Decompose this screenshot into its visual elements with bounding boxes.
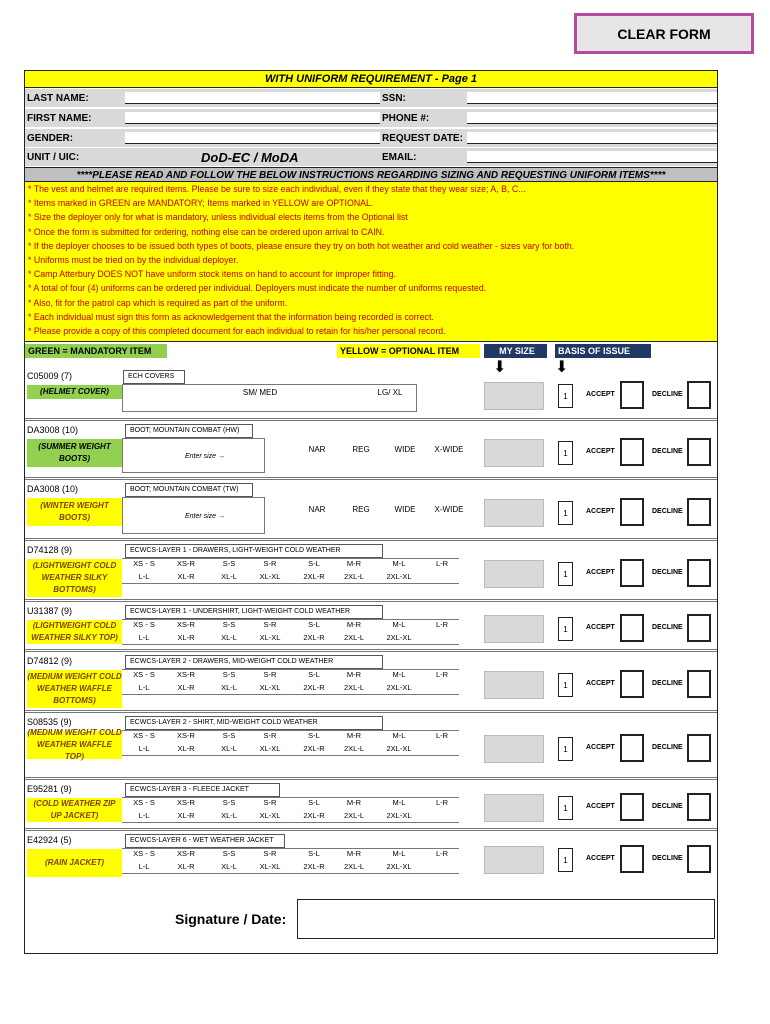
item-code: D74812 (9) — [27, 656, 73, 666]
width-option[interactable]: REG — [352, 445, 370, 454]
instruction-line: * Each individual must sign this form as acknowledgement that the information being recorded is correct. — [28, 311, 434, 322]
header-row-3 — [25, 129, 717, 148]
basis-quantity: 1 — [558, 737, 573, 761]
size-option[interactable]: XS - S — [133, 849, 155, 858]
accept-checkbox[interactable] — [620, 734, 644, 762]
size-option[interactable]: M-L — [392, 559, 406, 568]
signature-label: Signature / Date: — [175, 911, 287, 927]
row-separator — [25, 538, 717, 541]
item-badge: (SUMMER WEIGHT BOOTS) — [27, 439, 122, 467]
enter-size-hint: Enter size → — [184, 513, 226, 520]
width-option[interactable]: NAR — [308, 445, 326, 454]
size-option[interactable]: XS-R — [177, 849, 195, 858]
size-option[interactable]: XL-R — [177, 862, 195, 871]
size-option[interactable]: XL-XL — [259, 572, 281, 581]
instruction-line: * Camp Atterbury DOES NOT have uniform stock items on hand to account for improper fitting. — [28, 269, 397, 280]
size-option[interactable]: S-S — [222, 731, 236, 740]
size-option[interactable]: M-R — [346, 731, 362, 740]
size-option[interactable]: XL-R — [177, 811, 195, 820]
size-option[interactable]: XL-R — [177, 633, 195, 642]
item-row — [25, 370, 717, 422]
size-option[interactable]: XL-XL — [259, 683, 281, 692]
item-badge: (MEDIUM WEIGHT COLD WEATHER WAFFLE BOTTOMS) — [27, 670, 122, 708]
item-description: BOOT; MOUNTAIN COMBAT (TW) — [125, 483, 253, 497]
size-grid — [122, 730, 459, 756]
item-row — [25, 424, 717, 481]
instruction-line: * The vest and helmet are required items. Please be sure to size each individual, even if they state that they wear size; A, B, C... — [28, 184, 526, 194]
accept-checkbox[interactable] — [620, 381, 644, 409]
size-grid — [122, 848, 459, 874]
header-row-4 — [25, 148, 717, 167]
row-separator — [25, 599, 717, 602]
accept-label: ACCEPT — [586, 803, 615, 810]
accept-label: ACCEPT — [586, 744, 615, 751]
size-option[interactable]: L-R — [435, 849, 449, 858]
instructions-heading: ****PLEASE READ AND FOLLOW THE BELOW INSTRUCTIONS REGARDING SIZING AND REQUESTING UNIFORM ITEMS**** — [25, 167, 717, 182]
size-option[interactable]: 2XL-R — [303, 633, 325, 642]
width-option[interactable]: WIDE — [394, 505, 416, 514]
size-option[interactable]: 2XL-XL — [386, 572, 412, 581]
size-option[interactable]: L-R — [435, 559, 449, 568]
item-description: ECWCS-LAYER 3 - FLEECE JACKET — [125, 783, 280, 797]
size-option[interactable]: L-L — [138, 862, 150, 871]
instruction-line: * Items marked in GREEN are MANDATORY; Items marked in YELLOW are OPTIONAL. — [28, 198, 374, 209]
size-grid — [122, 558, 459, 584]
item-badge: (LIGHTWEIGHT COLD WEATHER SILKY BOTTOMS) — [27, 559, 122, 597]
accept-checkbox[interactable] — [620, 614, 644, 642]
width-option[interactable]: REG — [352, 505, 370, 514]
instruction-line: * Please provide a copy of this completed document for each individual to retain for his/her personal record. — [28, 326, 446, 337]
size-option[interactable]: 2XL-XL — [386, 811, 412, 820]
instruction-line: * Once the form is submitted for ordering, nothing else can be ordered upon arrival to CAIN. — [28, 226, 385, 237]
item-badge: (COLD WEATHER ZIP UP JACKET) — [27, 798, 122, 822]
decline-label: DECLINE — [652, 624, 683, 631]
row-separator — [25, 777, 717, 780]
last-name-label: LAST NAME: — [27, 93, 89, 104]
legend-yellow: YELLOW = OPTIONAL ITEM — [337, 344, 480, 358]
item-description: BOOT; MOUNTAIN COMBAT (HW) — [125, 424, 253, 438]
legend-green: GREEN = MANDATORY ITEM — [25, 344, 167, 358]
accept-checkbox[interactable] — [620, 845, 644, 873]
size-option[interactable]: 2XL-R — [303, 683, 325, 692]
size-option[interactable]: 2XL-XL — [386, 633, 412, 642]
decline-checkbox[interactable] — [687, 614, 711, 642]
ssn-field[interactable] — [467, 92, 717, 104]
item-row — [25, 834, 717, 886]
size-option[interactable]: XS - S — [133, 620, 155, 629]
row-separator — [25, 649, 717, 652]
size-option[interactable]: XS-R — [177, 670, 195, 679]
accept-label: ACCEPT — [586, 448, 615, 455]
item-row — [25, 716, 717, 781]
request-date-label: REQUEST DATE: — [382, 133, 463, 144]
size-option[interactable]: XS-R — [177, 559, 195, 568]
accept-checkbox[interactable] — [620, 793, 644, 821]
basis-quantity: 1 — [558, 384, 573, 408]
size-option[interactable]: 2XL-XL — [386, 862, 412, 871]
accept-label: ACCEPT — [586, 855, 615, 862]
decline-label: DECLINE — [652, 391, 683, 398]
basis-quantity: 1 — [558, 796, 573, 820]
size-option[interactable]: XL-R — [177, 683, 195, 692]
accept-checkbox[interactable] — [620, 438, 644, 466]
my-size-field[interactable] — [484, 735, 544, 763]
size-option[interactable]: 2XL-R — [303, 572, 325, 581]
my-size-field[interactable] — [484, 560, 544, 588]
row-separator — [25, 418, 717, 421]
size-option[interactable]: S-R — [263, 731, 277, 740]
size-option[interactable]: L-L — [138, 744, 150, 753]
decline-label: DECLINE — [652, 448, 683, 455]
size-option[interactable]: XL-XL — [259, 811, 281, 820]
item-row — [25, 655, 717, 714]
size-option[interactable]: S-S — [222, 559, 236, 568]
size-option[interactable]: S-L — [308, 670, 320, 679]
item-description: ECWCS-LAYER 2 - DRAWERS, MID-WEIGHT COLD WEATHER — [125, 655, 383, 669]
size-option[interactable]: XL-L — [221, 633, 237, 642]
width-option[interactable]: X-WIDE — [434, 445, 464, 454]
item-description: ECWCS-LAYER 1 - DRAWERS, LIGHT-WEIGHT COLD WEATHER — [125, 544, 383, 558]
size-option[interactable]: S-S — [222, 849, 236, 858]
row-separator — [25, 828, 717, 831]
size-option[interactable]: L-L — [138, 572, 150, 581]
item-row — [25, 605, 717, 653]
size-option[interactable]: M-L — [392, 731, 406, 740]
size-option[interactable]: XL-R — [177, 744, 195, 753]
size-grid — [122, 619, 459, 645]
size-option[interactable]: 2XL-R — [303, 744, 325, 753]
size-option[interactable]: M-R — [346, 670, 362, 679]
accept-label: ACCEPT — [586, 569, 615, 576]
instruction-line: * If the deployer chooses to be issued both types of boots, please ensure they try on both hot weather and cold weather - sizes vary for both. — [28, 240, 575, 251]
size-option[interactable]: SM/ MED — [242, 388, 278, 397]
item-description: ECWCS-LAYER 6 - WET WEATHER JACKET — [125, 834, 285, 848]
decline-label: DECLINE — [652, 855, 683, 862]
size-grid — [122, 669, 459, 695]
decline-label: DECLINE — [652, 508, 683, 515]
item-badge: (WINTER WEIGHT BOOTS) — [27, 498, 122, 526]
last-name-field[interactable] — [125, 92, 380, 104]
item-row — [25, 544, 717, 603]
header-row-1 — [25, 89, 717, 108]
clear-form-button[interactable]: CLEAR FORM — [574, 13, 754, 54]
size-option[interactable]: M-L — [392, 849, 406, 858]
accept-label: ACCEPT — [586, 508, 615, 515]
size-option[interactable]: XS - S — [133, 798, 155, 807]
my-size-field[interactable] — [484, 382, 544, 410]
decline-checkbox[interactable] — [687, 381, 711, 409]
size-option[interactable]: XL-XL — [259, 633, 281, 642]
row-separator — [25, 710, 717, 713]
size-box — [122, 438, 265, 473]
my-size-field[interactable] — [484, 615, 544, 643]
size-option[interactable]: 2XL-L — [343, 811, 364, 820]
width-option[interactable]: NAR — [308, 505, 326, 514]
request-date-field[interactable] — [467, 132, 717, 144]
size-option[interactable]: M-R — [346, 798, 362, 807]
size-option[interactable]: M-R — [346, 620, 362, 629]
size-option[interactable]: XS-R — [177, 731, 195, 740]
size-option[interactable]: XL-R — [177, 572, 195, 581]
phone-label: PHONE #: — [382, 113, 430, 124]
size-option[interactable]: XL-L — [221, 862, 237, 871]
size-option[interactable]: S-L — [308, 559, 320, 568]
basis-quantity: 1 — [558, 501, 573, 525]
accept-checkbox[interactable] — [620, 498, 644, 526]
item-code: U31387 (9) — [27, 606, 73, 616]
size-option[interactable]: S-R — [263, 559, 277, 568]
gender-field[interactable] — [125, 132, 380, 144]
decline-checkbox[interactable] — [687, 438, 711, 466]
size-box — [122, 384, 417, 412]
size-option[interactable]: XS - S — [133, 731, 155, 740]
size-option[interactable]: 2XL-L — [343, 633, 364, 642]
size-option[interactable]: XS-R — [177, 798, 195, 807]
row-separator — [25, 477, 717, 480]
item-description: ECWCS-LAYER 1 - UNDERSHIRT, LIGHT-WEIGHT COLD WEATHER — [125, 605, 383, 619]
size-option[interactable]: M-R — [346, 559, 362, 568]
basis-of-issue-header: BASIS OF ISSUE — [555, 344, 651, 358]
my-size-field[interactable] — [484, 439, 544, 467]
size-option[interactable]: XL-L — [221, 572, 237, 581]
uniform-form — [24, 70, 718, 954]
size-option[interactable]: XL-L — [221, 683, 237, 692]
header-row-2 — [25, 109, 717, 128]
my-size-field[interactable] — [484, 671, 544, 699]
size-option[interactable]: S-S — [222, 670, 236, 679]
size-option[interactable]: 2XL-XL — [386, 744, 412, 753]
decline-checkbox[interactable] — [687, 559, 711, 587]
size-option[interactable]: XL-L — [221, 811, 237, 820]
decline-label: DECLINE — [652, 744, 683, 751]
size-grid — [122, 797, 459, 823]
item-badge: (RAIN JACKET) — [27, 849, 122, 877]
size-option[interactable]: M-R — [346, 849, 362, 858]
size-option[interactable]: S-S — [222, 798, 236, 807]
size-option[interactable]: 2XL-R — [303, 811, 325, 820]
item-description: ECWCS-LAYER 2 - SHIRT, MID-WEIGHT COLD WEATHER — [125, 716, 383, 730]
decline-label: DECLINE — [652, 680, 683, 687]
first-name-field[interactable] — [125, 112, 380, 124]
decline-checkbox[interactable] — [687, 793, 711, 821]
basis-quantity: 1 — [558, 562, 573, 586]
size-option[interactable]: S-R — [263, 620, 277, 629]
size-option[interactable]: XS - S — [133, 670, 155, 679]
size-option[interactable]: XL-XL — [259, 744, 281, 753]
size-option[interactable]: 2XL-R — [303, 862, 325, 871]
size-option[interactable]: L-R — [435, 670, 449, 679]
size-option[interactable]: XS - S — [133, 559, 155, 568]
decline-checkbox[interactable] — [687, 845, 711, 873]
instruction-line: * A total of four (4) uniforms can be ordered per individual. Deployers must indicate the number of uniforms requested. — [28, 283, 487, 294]
width-option[interactable]: X-WIDE — [434, 505, 464, 514]
size-option[interactable]: 2XL-L — [343, 572, 364, 581]
size-option[interactable]: M-L — [392, 670, 406, 679]
size-option[interactable]: 2XL-L — [343, 862, 364, 871]
decline-checkbox[interactable] — [687, 670, 711, 698]
phone-field[interactable] — [467, 112, 717, 124]
item-code: C05009 (7) — [27, 371, 73, 381]
size-option[interactable]: S-S — [222, 620, 236, 629]
item-code: DA3008 (10) — [27, 425, 79, 435]
size-option[interactable]: L-R — [435, 798, 449, 807]
item-code: S08535 (9) — [27, 717, 72, 727]
decline-label: DECLINE — [652, 569, 683, 576]
unit-value[interactable]: DoD-EC / MoDA — [201, 150, 299, 165]
item-code: E95281 (9) — [27, 784, 72, 794]
item-badge: (LIGHTWEIGHT COLD WEATHER SILKY TOP) — [27, 620, 122, 644]
size-option[interactable]: S-L — [308, 849, 320, 858]
my-size-field[interactable] — [484, 846, 544, 874]
size-option[interactable]: XL-XL — [259, 862, 281, 871]
size-option[interactable]: L-R — [435, 620, 449, 629]
size-option[interactable]: S-R — [263, 849, 277, 858]
size-option[interactable]: S-L — [308, 620, 320, 629]
decline-checkbox[interactable] — [687, 734, 711, 762]
size-option[interactable]: L-R — [435, 731, 449, 740]
accept-checkbox[interactable] — [620, 559, 644, 587]
size-option[interactable]: XS-R — [177, 620, 195, 629]
basis-quantity: 1 — [558, 617, 573, 641]
basis-quantity: 1 — [558, 441, 573, 465]
size-option[interactable]: S-L — [308, 731, 320, 740]
instruction-line: * Size the deployer only for what is mandatory, unless individual elects items from the Optional list — [28, 212, 408, 223]
size-option[interactable]: 2XL-L — [343, 683, 364, 692]
size-option[interactable]: L-L — [138, 683, 150, 692]
first-name-label: FIRST NAME: — [27, 113, 92, 124]
basis-quantity: 1 — [558, 848, 573, 872]
item-description: ECH COVERS — [123, 370, 185, 384]
accept-checkbox[interactable] — [620, 670, 644, 698]
size-option[interactable]: XL-L — [221, 744, 237, 753]
size-option[interactable]: L-L — [138, 811, 150, 820]
accept-label: ACCEPT — [586, 391, 615, 398]
email-field[interactable] — [467, 151, 717, 163]
basis-quantity: 1 — [558, 673, 573, 697]
size-option[interactable]: M-L — [392, 798, 406, 807]
item-row — [25, 783, 717, 832]
accept-label: ACCEPT — [586, 680, 615, 687]
enter-size-hint: Enter size → — [184, 453, 226, 460]
instruction-line: * Uniforms must be tried on by the individual deployer. — [28, 255, 239, 266]
size-option[interactable]: S-R — [263, 798, 277, 807]
item-badge: (HELMET COVER) — [27, 385, 122, 399]
form-title: WITH UNIFORM REQUIREMENT - Page 1 — [25, 71, 717, 88]
down-arrow-icon: ⬇ — [555, 359, 569, 376]
size-option[interactable]: M-L — [392, 620, 406, 629]
signature-field[interactable] — [297, 899, 715, 939]
my-size-header: MY SIZE — [484, 344, 547, 358]
down-arrow-icon: ⬇ — [493, 359, 507, 376]
my-size-field[interactable] — [484, 499, 544, 527]
email-label: EMAIL: — [382, 152, 417, 163]
item-badge: (MEDIUM WEIGHT COLD WEATHER WAFFLE TOP) — [27, 728, 122, 761]
decline-checkbox[interactable] — [687, 498, 711, 526]
size-option[interactable]: 2XL-XL — [386, 683, 412, 692]
width-option[interactable]: WIDE — [394, 445, 416, 454]
size-option[interactable]: LG/ XL — [377, 388, 403, 397]
item-code: D74128 (9) — [27, 545, 73, 555]
decline-label: DECLINE — [652, 803, 683, 810]
gender-label: GENDER: — [27, 133, 74, 144]
my-size-field[interactable] — [484, 794, 544, 822]
unit-label: UNIT / UIC: — [27, 152, 80, 163]
item-row — [25, 483, 717, 542]
size-option[interactable]: S-L — [308, 798, 320, 807]
size-option[interactable]: L-L — [138, 633, 150, 642]
size-box — [122, 497, 265, 534]
size-option[interactable]: 2XL-L — [343, 744, 364, 753]
instructions-list — [25, 182, 717, 342]
accept-label: ACCEPT — [586, 624, 615, 631]
size-option[interactable]: S-R — [263, 670, 277, 679]
item-code: DA3008 (10) — [27, 484, 79, 494]
item-code: E42924 (5) — [27, 835, 72, 845]
instruction-line: * Also, fit for the patrol cap which is required as part of the uniform. — [28, 297, 288, 308]
ssn-label: SSN: — [382, 93, 406, 104]
